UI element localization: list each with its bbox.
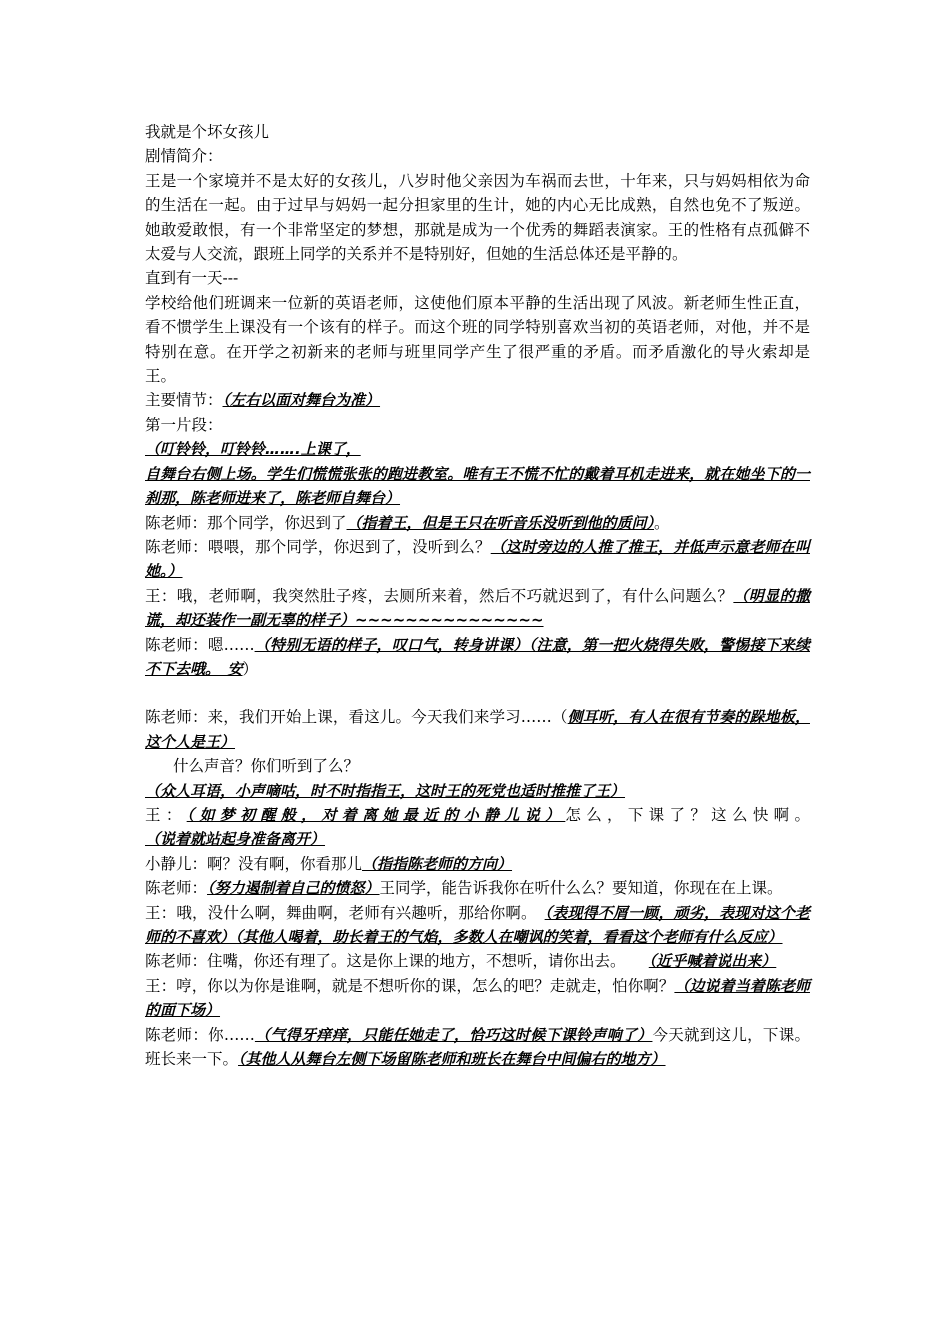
synopsis-paragraph: 直到有一天---: [145, 269, 239, 288]
stage-direction: （其他人从舞台左侧下场留陈老师和班长在舞台中间偏右的地方）: [238, 1050, 666, 1069]
dialogue: 陈老师：你……: [145, 1025, 255, 1044]
script-line: [145, 974, 810, 1023]
stage-direction: （努力遏制着自己的愤怒）: [207, 879, 380, 898]
dialogue: 陈老师：嗯……: [145, 635, 255, 654]
stage-direction: （这时旁边的人推了推王，并低声示意老师在叫她。）: [145, 537, 810, 581]
script-document: [145, 120, 810, 1071]
dialogue: 陈老师：那个同学，你迟到了: [145, 513, 347, 532]
script-line: [145, 876, 810, 900]
stage-direction: （指着王，但是王只在听音乐没听到他的质问）: [346, 513, 655, 532]
script-line: [145, 437, 810, 461]
dialogue: 今天就到这儿，下课。班长来一下。: [145, 1025, 810, 1069]
dialogue: 。: [654, 513, 670, 532]
doc-title: 我就是个坏女孩儿: [145, 123, 270, 141]
script-line: [145, 535, 810, 584]
dialogue: 陈老师：来，我们开始上课，看这儿。今天我们来学习……（: [145, 708, 568, 727]
synopsis-label: 剧情简介：: [145, 147, 223, 166]
dialogue: 王：哦，老师啊，我突然肚子疼，去厕所来着，然后不巧就迟到了，有什么问题么？: [145, 586, 734, 605]
dialogue: 怎么，下课了？这么快啊。: [565, 805, 810, 824]
synopsis-paragraph: 王是一个家境并不是太好的女孩儿，八岁时他父亲因为车祸而去世，十年来，只与妈妈相依为命的生活在一起。由于过早与妈妈一起分担家里的生计，她的内心无比成熟，自然也免不了叛逆。她敢爱敢恨，有一个非常坚定的梦想，那就是成为一个优秀的舞蹈表演家。王的性格有点孤僻不太爱与人交流，跟班上同学的关系并不是特别好，但她的生活总体还是平静的。: [145, 171, 810, 264]
stage-direction: （特别无语的样子，叹口气，转身讲课）（注意，第一把火烧得失败，警惕接下来续不下去哦。 安: [145, 635, 810, 678]
stage-direction: 侧耳听，有人在很有节奏的跺地板，这个人是王）: [145, 708, 810, 751]
dialogue: 王同学，能告诉我你在听什么么？要知道，你现在在上课。: [379, 879, 783, 898]
stage-direction: （明显的撒谎，却还装作一副无辜的样子）~~~~~~~~~~~~~~~: [145, 586, 810, 630]
stage-direction: （众人耳语，小声嘀咕，时不时指指王，这时王的死党也适时推推了王）: [145, 781, 626, 800]
dialogue: 陈老师：喂喂，那个同学，你迟到了，没听到么？: [145, 537, 491, 556]
dialogue: 小静儿：啊？没有啊，你看那儿: [145, 854, 363, 873]
script-line: [145, 803, 810, 852]
dialogue: 王：: [145, 805, 187, 824]
synopsis-paragraph: 学校给他们班调来一位新的英语老师，这使他们原本平静的生活出现了风波。新老师生性正直，看不惯学生上课没有一个该有的样子。而这个班的同学特别喜欢当初的英语老师，对他，并不是特别在意。在开学之初新来的老师与班里同学产生了很严重的矛盾。而矛盾激化的导火索却是王。: [145, 293, 810, 386]
script-line: [145, 705, 810, 754]
plot-label: 主要情节：: [145, 391, 223, 410]
script-line: [145, 633, 810, 682]
dialogue: 陈老师：住嘴，你还有理了。这是你上课的地方，不想听，请你出去。: [145, 952, 649, 971]
stage-direction: （如梦初醒般，对着离她最近的小静儿说）: [186, 805, 566, 824]
script-line: [145, 584, 810, 633]
script-line: [145, 779, 810, 803]
segment-label: 第一片段：: [145, 415, 223, 434]
plot-line: [145, 388, 810, 412]
stage-direction: （左右以面对舞台为准）: [222, 391, 381, 410]
script-line: [145, 754, 810, 778]
dialogue: 陈老师：: [145, 879, 208, 898]
dialogue: 王：哼，你以为你是谁啊，就是不想听你的课，怎么的吧？走就走，怕你啊？: [145, 976, 675, 995]
dialogue: ）: [242, 659, 259, 678]
stage-direction: （说着就站起身准备离开）: [145, 830, 326, 849]
stage-direction: （边说着当着陈老师的面下场）: [145, 976, 810, 1020]
blank-line: [145, 681, 810, 705]
script-line: [145, 511, 810, 535]
stage-direction: （指指陈老师的方向）: [362, 854, 513, 873]
script-line: [145, 852, 810, 876]
stage-direction: （气得牙痒痒，只能任她走了，恰巧这时候下课铃声响了）: [254, 1025, 653, 1044]
stage-direction: 自舞台右侧上场。学生们慌慌张张的跑进教室。唯有王不慌不忙的戴着耳机走进来，就在她坐下的一刹那，陈老师进来了，陈老师自舞台）: [145, 464, 810, 508]
stage-direction: （表现得不屑一顾，顽劣，表现对这个老师的不喜欢）（其他人喝着，助长着王的气焰，多数人在嘲讽的笑着，看看这个老师有什么反应）: [145, 903, 810, 946]
stage-direction: （近乎喊着说出来）: [648, 952, 777, 971]
stage-direction: （叮铃铃，叮铃铃…….上课了，: [145, 440, 361, 459]
dialogue: 王：哦，没什么啊，舞曲啊，老师有兴趣听，那给你啊。: [145, 903, 545, 922]
script-line: [145, 1023, 810, 1072]
script-line: [145, 901, 810, 950]
dialogue: 什么声音？你们听到了么？: [173, 757, 360, 776]
script-line: [145, 462, 810, 511]
script-line: [145, 949, 810, 973]
